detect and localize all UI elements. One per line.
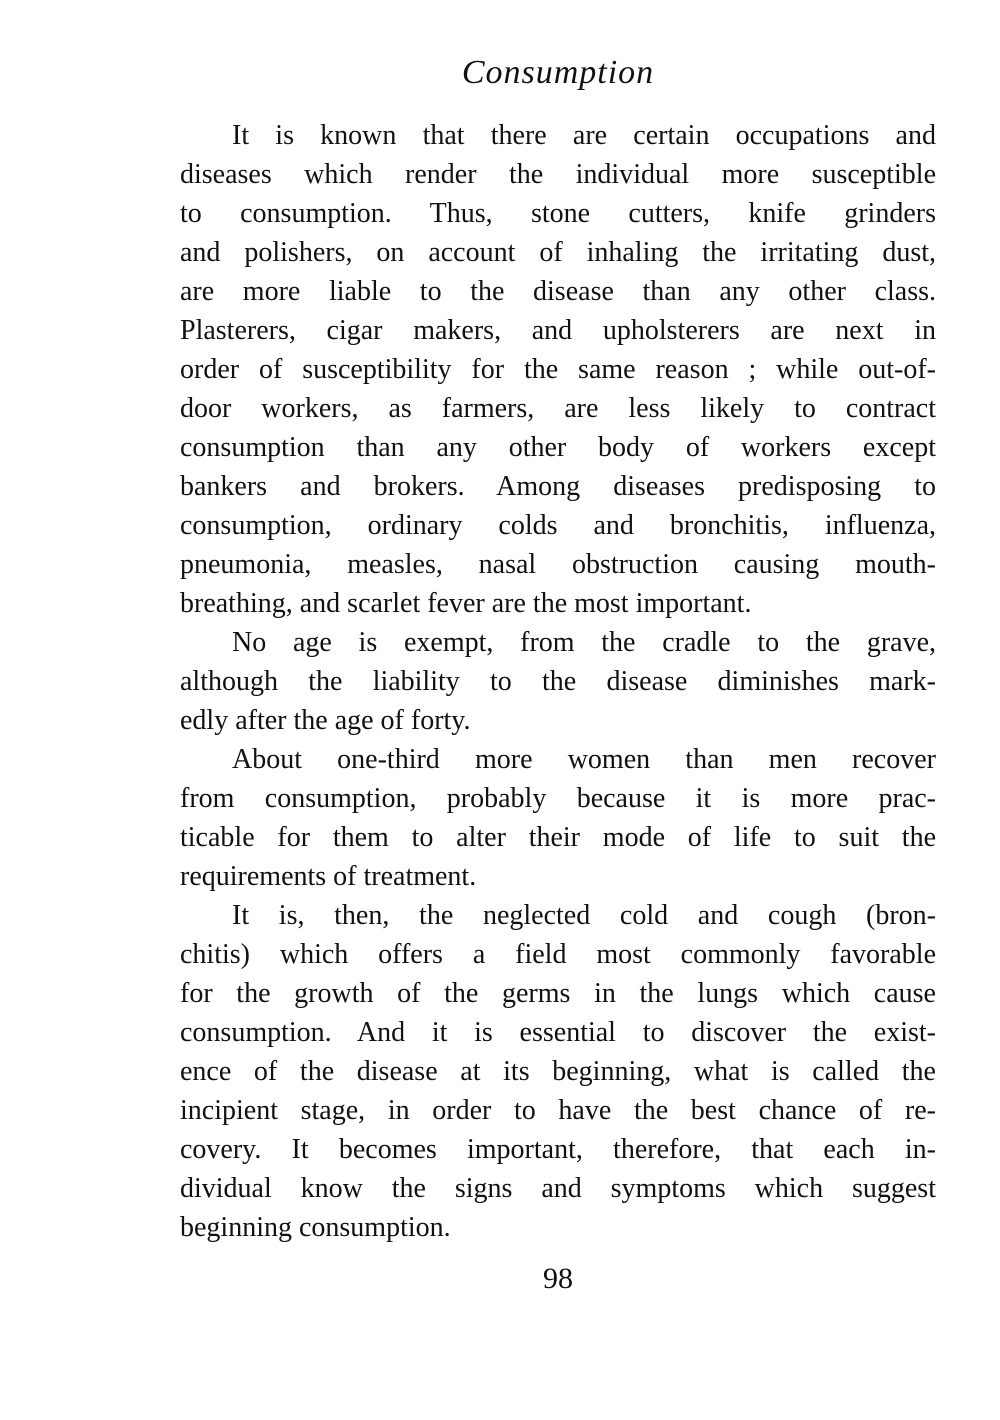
text-line: chitis) which offers a field most commonly favorable xyxy=(180,939,936,970)
text-line: pneumonia, measles, nasal obstruction causing mouth- xyxy=(180,549,936,580)
text-line: consumption, ordinary colds and bronchitis, influenza, xyxy=(180,510,936,541)
text-line: covery. It becomes important, therefore, that each in- xyxy=(180,1134,936,1165)
text-line: requirements of treatment. xyxy=(180,861,477,892)
text-line: breathing, and scarlet fever are the most important. xyxy=(180,588,752,619)
body-text xyxy=(180,116,936,1247)
text-line: although the liability to the disease diminishes mark- xyxy=(180,666,936,697)
text-line: dividual know the signs and symptoms which suggest xyxy=(180,1173,936,1204)
text-line: for the growth of the germs in the lungs which cause xyxy=(180,978,936,1009)
text-line: beginning consumption. xyxy=(180,1212,451,1243)
text-line: consumption. And it is essential to discover the exist- xyxy=(180,1017,936,1048)
text-line: consumption than any other body of workers except xyxy=(180,432,936,463)
text-line: incipient stage, in order to have the best chance of re- xyxy=(180,1095,936,1126)
text-line: It is known that there are certain occupations and xyxy=(232,120,936,151)
text-line: order of susceptibility for the same reason ; while out-of- xyxy=(180,354,936,385)
text-line: and polishers, on account of inhaling the irritating dust, xyxy=(180,237,936,268)
text-line: door workers, as farmers, are less likely to contract xyxy=(180,393,936,424)
text-line: from consumption, probably because it is more prac- xyxy=(180,783,936,814)
text-line: to consumption. Thus, stone cutters, knife grinders xyxy=(180,198,936,229)
text-line: bankers and brokers. Among diseases predisposing to xyxy=(180,471,936,502)
text-line: edly after the age of forty. xyxy=(180,705,471,736)
text-line: No age is exempt, from the cradle to the grave, xyxy=(232,627,936,658)
text-line: are more liable to the disease than any other class. xyxy=(180,276,936,307)
text-line: About one-third more women than men recover xyxy=(232,744,936,775)
text-line: ence of the disease at its beginning, what is called the xyxy=(180,1056,936,1087)
text-line: ticable for them to alter their mode of life to suit the xyxy=(180,822,936,853)
text-line: Plasterers, cigar makers, and upholsterers are next in xyxy=(180,315,936,346)
text-line: diseases which render the individual more susceptible xyxy=(180,159,936,190)
text-line: It is, then, the neglected cold and cough (bron- xyxy=(232,900,936,931)
page-title: Consumption xyxy=(461,54,655,91)
page-number: 98 xyxy=(543,1262,573,1295)
